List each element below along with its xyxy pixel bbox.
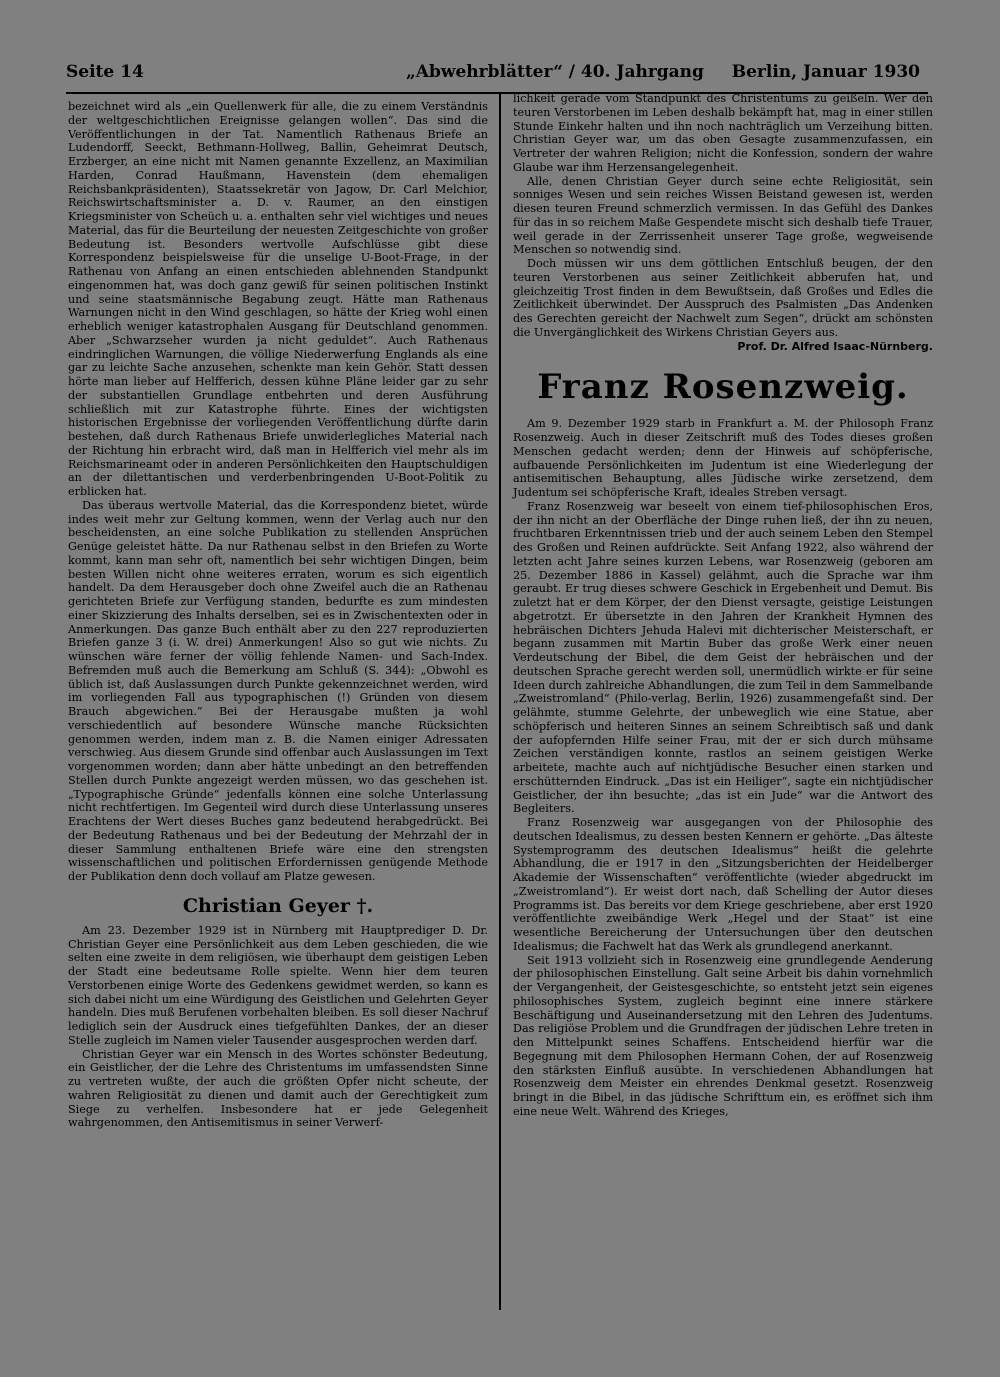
dateline: Berlin, Januar 1930: [731, 62, 920, 82]
left-column: [68, 100, 488, 1130]
column-divider: [499, 93, 501, 1310]
page-number: Seite 14: [66, 62, 144, 82]
paragraph: Am 23. Dezember 1929 ist in Nürnberg mit Hauptprediger D. Dr. Christian Geyer eine Persönlichkeit aus dem Leben geschieden, die wie selten eine zweite in dem religiösen, wie überhaupt dem geistigen Leben der Stadt eine bedeutsame Rolle spielte. Wenn hier dem teuren Verstorbenen einige Worte des Gedenkens gewidmet werden, so kann es sich dabei nicht um eine Würdigung des Geistlichen und Gelehrten Geyer handeln. Dies muß Berufenen vorbehalten bleiben. Es soll dieser Nachruf lediglich sein der Ausdruck eines tiefgefühlten Dankes, der an dieser Stelle zugleich im Namen vieler Tausender ausgesprochen werden darf.: [68, 923, 488, 1047]
article-heading-rosenzweig: Franz Rosenzweig.: [537, 367, 909, 408]
paragraph: Seit 1913 vollzieht sich in Rosenzweig eine grundlegende Aenderung der philosophischen Einstellung. Galt seine Arbeit bis dahin vornehmlich der Vergangenheit, der Geistesgeschichte, so entsteht jetzt sein eigenes philosophisches System, zugleich beginnt eine innere stärkere Beschäftigung und Auseinandersetzung mit den Lehren des Judentums. Das religiöse Problem und die Grundfragen der jüdischen Lehre treten in den Mittelpunkt seines Schaffens. Entscheidend hierfür war die Begegnung mit dem Philosophen Hermann Cohen, der auf Rosenzweig den stärksten Einfluß ausübte. In verschiedenen Abhandlungen hat Rosenzweig dem Meister ein ehrendes Denkmal gesetzt. Rosenzweig bringt in die Bibel, in das jüdische Schrifttum ein, es eröffnet sich ihm eine neue Welt. Während des Krieges,: [513, 953, 933, 1118]
page-header: [66, 62, 920, 92]
paragraph: Alle, denen Christian Geyer durch seine echte Religiosität, sein sonniges Wesen und sein reiches Wissen Beistand gewesen ist, werden diesen teuren Freund schmerzlich vermissen. In das Gefühl des Dankes für das in so reichem Maße Gespendete mischt sich deshalb tiefe Trauer, weil gerade in der Zerrissenheit unserer Tage große, wegweisende Menschen so notwendig sind.: [513, 174, 933, 257]
paragraph: Das überaus wertvolle Material, das die Korrespondenz bietet, würde indes weit mehr zur Geltung kommen, wenn der Verlag auch nur den bescheidensten, an eine solche Publikation zu stellenden Ansprüchen Genüge geleistet hätte. Da nur Rathenau selbst in den Briefen zu Worte kommt, kann man sehr oft, namentlich bei sehr wichtigen Dingen, beim besten Willen nicht ohne weiteres erraten, worum es sich eigentlich handelt. Da dem Herausgeber doch ohne Zweifel auch die an Rathenau gerichteten Briefe zur Verfügung standen, bedurfte es zum mindesten einer Skizzierung des Inhalts derselben, sei es in Zwischentexten oder in Anmerkungen. Das ganze Buch enthält aber zu den 227 reproduzierten Briefen ganze 3 (i. W. drei) Anmerkungen! Also so gut wie nichts. Zu wünschen wäre ferner der völlig fehlende Namen- und Sach-Index. Befremden muß auch die Bemerkung am Schluß (S. 344): „Obwohl es üblich ist, daß Auslassungen durch Punkte gekennzeichnet werden, wird im vorliegenden Fall aus typographischen (!) Gründen von diesem Brauch abgewichen.“ Bei der Herausgabe mußten ja wohl verschiedentlich auf besondere Wünsche manche Rücksichten genommen werden, indem man z. B. die Namen einiger Adressaten verschwieg. Aus diesem Grunde sind offenbar auch Auslassungen im Text vorgenommen worden; dann aber hätte unbedingt an den betreffenden Stellen durch Punkte angezeigt werden müssen, wo das geschehen ist. „Typographische Gründe“ jedenfalls können eine solche Unterlassung nicht rechtfertigen. Im Gegenteil wird durch diese Unterlassung unseres Erachtens der Wert dieses Buches ganz bedeutend herabgedrückt. Bei der Bedeutung Rathenaus und bei der Bedeutung der Mehrzahl der in dieser Sammlung enthaltenen Briefe wäre eine den strengsten wissenschaftlichen und politischen Erfordernissen genügende Methode der Publikation denn doch vollauf am Platze gewesen.: [68, 498, 488, 883]
paragraph: Franz Rosenzweig war beseelt von einem tief-philosophischen Eros, der ihn nicht an der Oberfläche der Dinge ruhen ließ, der ihn zu neuen, fruchtbaren Erkenntnissen trieb und der auch seinem Leben den Stempel des Großen und Reinen aufdrückte. Seit Anfang 1922, also während der letzten acht Jahre seines kurzen Lebens, war Rosenzweig (geboren am 25. Dezember 1886 in Kassel) gelähmt, auch die Sprache war ihm geraubt. Er trug dieses schwere Geschick in Ergebenheit und Demut. Bis zuletzt hat er dem Körper, der den Dienst versagte, geistige Leistungen abgetrotzt. Er übersetzte in den Jahren der Krankheit Hymnen des hebräischen Dichters Jehuda Halevi mit dichterischer Meisterschaft, er begann zusammen mit Martin Buber das große Werk einer neuen Verdeutschung der Bibel, die dem Geist der hebräischen und der deutschen Sprache gerecht werden soll, unermüdlich wirkte er für seine Ideen durch zahlreiche Abhandlungen, die zum Teil in dem Sammelbande „Zweistromland“ (Philo-verlag, Berlin, 1926) zusammengefaßt sind. Der gelähmte, stumme Gelehrte, der unbeweglich wie eine Statue, aber schöpferisch und heiteren Sinnes an seinem Schreibtisch saß und dank der aufopfernden Hilfe seiner Frau, mit der er sich durch mühsame Zeichen verständigen konnte, rastlos an seinem geistigen Werke arbeitete, machte auch auf nichtjüdische Besucher einen starken und erschütternden Eindruck. „Das ist ein Heiliger“, sagte ein nichtjüdischer Geistlicher, der ihn besuchte; „das ist ein Jude“ war die Antwort des Begleiters.: [513, 499, 933, 816]
right-column: [513, 92, 933, 1119]
paragraph: bezeichnet wird als „ein Quellenwerk für alle, die zu einem Verständnis der weltgeschichtlichen Ereignisse gelangen wollen“. Das sind die Veröffentlichungen in der Tat. Namentlich Rathenaus Briefe an Ludendorff, Seeckt, Bethmann-Hollweg, Ballin, Geheimrat Deutsch, Erzberger, an eine nicht mit Namen genannte Exzellenz, an Maximilian Harden, Conrad Haußmann, Havenstein (dem ehemaligen Reichsbankpräsidenten), Staatssekretär von Jagow, Dr. Carl Melchior, Reichswirtschaftsminister a. D. v. Raumer, an den einstigen Kriegsminister von Scheüch u. a. enthalten sehr viel wichtiges und neues Material, das für die Beurteilung der neuesten Zeitgeschichte von großer Bedeutung ist. Besonders wertvolle Aufschlüsse gibt diese Korrespondenz beispielsweise für die unselige U-Boot-Frage, in der Rathenau von Anfang an einen entschieden ablehnenden Standpunkt eingenommen hat, was doch ganz gewiß für seinen politischen Instinkt und seine staatsmännische Begabung zeugt. Hätte man Rathenaus Warnungen nicht in den Wind geschlagen, so hätte der Krieg wohl einen erheblich weniger katastrophalen Ausgang für Deutschland genommen. Aber „Schwarzseher wurden ja nicht geduldet“. Auch Rathenaus eindringlichen Warnungen, die völlige Niederwerfung Englands als eine gar zu leichte Sache anzusehen, schenkte man kein Gehör. Statt dessen hörte man lieber auf Helfferich, dessen kühne Pläne leider gar zu sehr der substantiellen Grundlage entbehrten und deren Ausführung schließlich mit zur Katastrophe führte. Eines der wichtigsten historischen Ergebnisse der vorliegenden Veröffentlichung dürfte darin bestehen, daß durch Rathenaus Briefe unwiderlegliches Material nach der Richtung hin erbracht wird, daß man in Helfferich viel mehr als im Reichsmarineamt oder in anderen Persönlichkeiten den Hauptschuldigen an der dilettantischen und verderbenbringenden U-Boot-Politik zu erblicken hat.: [68, 100, 488, 498]
paragraph: Christian Geyer war ein Mensch in des Wortes schönster Bedeutung, ein Geistlicher, der die Lehre des Christentums im umfassendsten Sinne zu vertreten wußte, der auch die größten Opfer nicht scheute, der wahren Religiosität zu dienen und damit auch der Gerechtigkeit zum Siege zu verhelfen. Insbesondere hat er jede Gelegenheit wahrgenommen, den Antisemitismus in seiner Verwerf-: [68, 1047, 488, 1130]
paragraph: Franz Rosenzweig war ausgegangen von der Philosophie des deutschen Idealismus, zu dessen besten Kennern er gehörte. „Das älteste Systemprogramm des deutschen Idealismus“ heißt die gelehrte Abhandlung, die er 1917 in den „Sitzungsberichten der Heidelberger Akademie der Wissenschaften“ veröffentlichte (wieder abgedruckt im „Zweistromland“). Er weist dort nach, daß Schelling der Autor dieses Programms ist. Das bereits vor dem Kriege geschriebene, aber erst 1920 veröffentlichte zweibändige Werk „Hegel und der Staat“ ist eine wesentliche Bereicherung der Untersuchungen über den deutschen Idealismus; die Fachwelt hat das Werk als grundlegend anerkannt.: [513, 816, 933, 953]
article-heading-geyer: Christian Geyer †.: [182, 894, 374, 917]
paragraph: Doch müssen wir uns dem göttlichen Entschluß beugen, der den teuren Verstorbenen aus seiner Zeitlichkeit abberufen hat, und gleichzeitig Trost finden in dem Bewußtsein, daß Großes und Edles die Zeitlichkeit überwindet. Der Ausspruch des Psalmisten „Das Andenken des Gerechten gereicht der Nachwelt zum Segen“, drückt am schönsten die Unvergänglichkeit des Wirkens Christian Geyers aus.: [513, 257, 933, 339]
paragraph: Am 9. Dezember 1929 starb in Frankfurt a. M. der Philosoph Franz Rosenzweig. Auch in dieser Zeitschrift muß des Todes dieses großen Menschen gedacht werden; denn der Hinweis auf schöpferische, aufbauende Persönlichkeiten im Judentum ist eine Wiederlegung der antisemitischen Behauptung, alles Jüdische wirke zersetzend, dem Judentum sei schöpferische Kraft, ideales Streben versagt.: [513, 417, 933, 499]
author-signature: Prof. Dr. Alfred Isaac-Nürnberg.: [737, 339, 933, 353]
publication-title: „Abwehrblätter“ / 40. Jahrgang: [406, 62, 704, 82]
paragraph: lichkeit gerade vom Standpunkt des Christentums zu geißeln. Wer den teuren Verstorbenen im Leben deshalb bekämpft hat, mag in einer stillen Stunde Einkehr halten und ihn noch nachträglich um Verzeihung bitten. Christian Geyer war, um das oben Gesagte zusammenzufassen, ein Vertreter der wahren Religion; nicht die Konfession, sondern der wahre Glaube war ihm Herzensangelegenheit.: [513, 92, 933, 174]
